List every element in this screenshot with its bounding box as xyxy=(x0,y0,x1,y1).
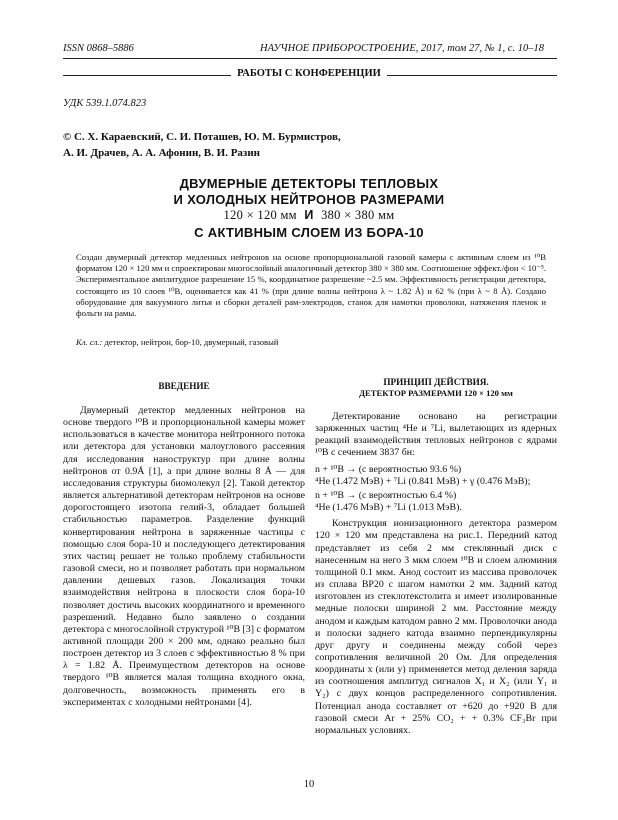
title-and: И xyxy=(304,208,314,222)
title-size-large: 380 × 380 мм xyxy=(321,208,395,222)
journal-citation: НАУЧНОЕ ПРИБОРОСТРОЕНИЕ, 2017, том 27, № 1, с. 10–18 xyxy=(260,43,544,54)
reaction-2b: ⁴He (1.476 МэВ) + ⁷Li (1.013 МэВ). xyxy=(315,502,462,514)
page-number: 10 xyxy=(303,779,315,790)
intro-body xyxy=(63,405,305,709)
title-line-1: ДВУМЕРНЫЕ ДЕТЕКТОРЫ ТЕПЛОВЫХ xyxy=(179,176,439,191)
keywords xyxy=(76,337,278,347)
issn: ISSN 0868–5886 xyxy=(63,43,134,54)
authors-line-1: © С. Х. Караевский, С. И. Поташев, Ю. М. Бурмистров, xyxy=(63,131,341,143)
udk-code: УДК 539.1.074.823 xyxy=(63,98,147,109)
abstract: Создан двумерный детектор медленных нейтронов на основе пропорциональной газовой камеры с активным слоем из ¹⁰B форматом 120 × 120 мм и спроектирован многослойный аналогичный детектор 380 × 380 мм. Соотношение эффект./фон < 10⁻⁵. Экспериментальное амплитудное разрешение 15 %, координатное разрешение ~2.5 мм. Эффективность регистрации детектора, состоящего из 10 слоев ¹⁰B, оценивается как 41 % (при длине волны нейтрона λ ~ 1.82 Å) и 62 % (при λ ~ 8 Å). Создано оборудование для вакуумного литья и сборки деталей рам-электродов, станок для намотки проволоки, натяжения пленок и фольги на рамы. xyxy=(76,252,546,319)
intro-heading: ВВЕДЕНИЕ xyxy=(158,381,210,391)
title-size-small: 120 × 120 мм xyxy=(223,208,297,222)
keywords-text: детектор, нейтрон, бор-10, двумерный, газовый xyxy=(104,337,279,347)
keywords-label: Кл. сл.: xyxy=(76,337,103,347)
reaction-1b: ⁴He (1.472 МэВ) + ⁷Li (0.841 МэВ) + γ (0.476 МэВ); xyxy=(315,475,531,487)
title-line-3 xyxy=(0,208,618,223)
principle-heading-1: ПРИНЦИП ДЕЙСТВИЯ. xyxy=(383,377,489,387)
reaction-1a: n + ¹⁰B → (с вероятностью 93.6 %) xyxy=(315,463,462,475)
principle-paragraph-2: Конструкция ионизационного детектора размером 120 × 120 мм представлена на рис.1. Передний катод представляет из себя 2 мм стеклянный диск с нанесенным на него 3 мкм слоем ¹⁰B и слоем алюминия толщиной 0.1 мкм. Анод состоит из массива проволочек из сплава ВР20 с шагом намотки 2 мм. Задний катод изготовлен из стеклотекстолита и имеет изолированные медные полоски шириной 2 мм. Расстояние между анодом и каждым катодом равно 2 мм. Проволочки анода и полоски заднего катода взаимно перпендикулярны друг другу и соединены между собой через сопротивления величиной 20 Ом. Для определения координаты x (или y) применяется метод деления заряда из соотношения амплитуд сигналов X₁ и X₂ (или Y₁ и Y₂) с двух концов распределенного сопротивления. Потенциал анода составляет от +620 до +920 В для газовой смеси Ar + 25% CO₂ + + 0.3% CF₃Br при нормальных условиях. xyxy=(315,518,557,736)
header-rule xyxy=(63,58,557,59)
principle-paragraph-1: Детектирование основано на регистрации заряженных частиц ⁴He и ⁷Li, вылетающих из ядерных реакций взаимодействия тепловых нейтронов с ядрами ¹⁰B с сечением 3837 бн: xyxy=(315,411,557,459)
intro-paragraph: Двумерный детектор медленных нейтронов на основе твердого ¹⁰B и пропорциональной камеры может использоваться в качестве монитора нейтронного потока или детектора для установки малоуглового рассеяния для исследования наноструктур при длине волны нейтронов от 0.9Å [1], а при длине волны 8 Å — для исследования структуры биомолекул [2]. Такой детектор является альтернативой детекторам нейтронов на основе дорогостоящего изотопа гелий-3, обладает большей стабильностью параметров. Разделение функций конвертирования нейтрона в заряженные частицы с помощью слоя бора-10 и последующего детектирования этих частиц решает не только проблему стабильности газовой смеси, но и позволяет работать при нормальном давлении дешевых газов. Локализация точки взаимодействия нейтрона в плоскости слоя бора-10 позволяет достичь высоких координатного и временного разрешений. Недавно было заявлено о создании детектора с многослойной структурой ¹⁰B [3] с форматом активной площади 200 × 200 мм, однако реально был построен детектор из 3 слоев с эффективностью 8 % при λ = 1.82 Å. Преимуществом детекторов на основе твердого ¹⁰B является малая толщина входного окна, долговечность, возможность применять его в экспериментах с холодными нейтронами [4]. xyxy=(63,405,305,708)
reaction-2a: n + ¹⁰B → (с вероятностью 6.4 %) xyxy=(315,489,457,501)
title-line-4: С АКТИВНЫМ СЛОЕМ ИЗ БОРА-10 xyxy=(194,225,424,240)
principle-heading-2: ДЕТЕКТОР РАЗМЕРАМИ 120 × 120 мм xyxy=(359,388,513,398)
section-tag: РАБОТЫ С КОНФЕРЕНЦИИ xyxy=(0,68,618,79)
authors-line-2: А. И. Драчев, А. А. Афонин, В. И. Разин xyxy=(63,147,261,159)
title-line-2: И ХОЛОДНЫХ НЕЙТРОНОВ РАЗМЕРАМИ xyxy=(173,192,445,207)
principle-body xyxy=(315,411,557,737)
